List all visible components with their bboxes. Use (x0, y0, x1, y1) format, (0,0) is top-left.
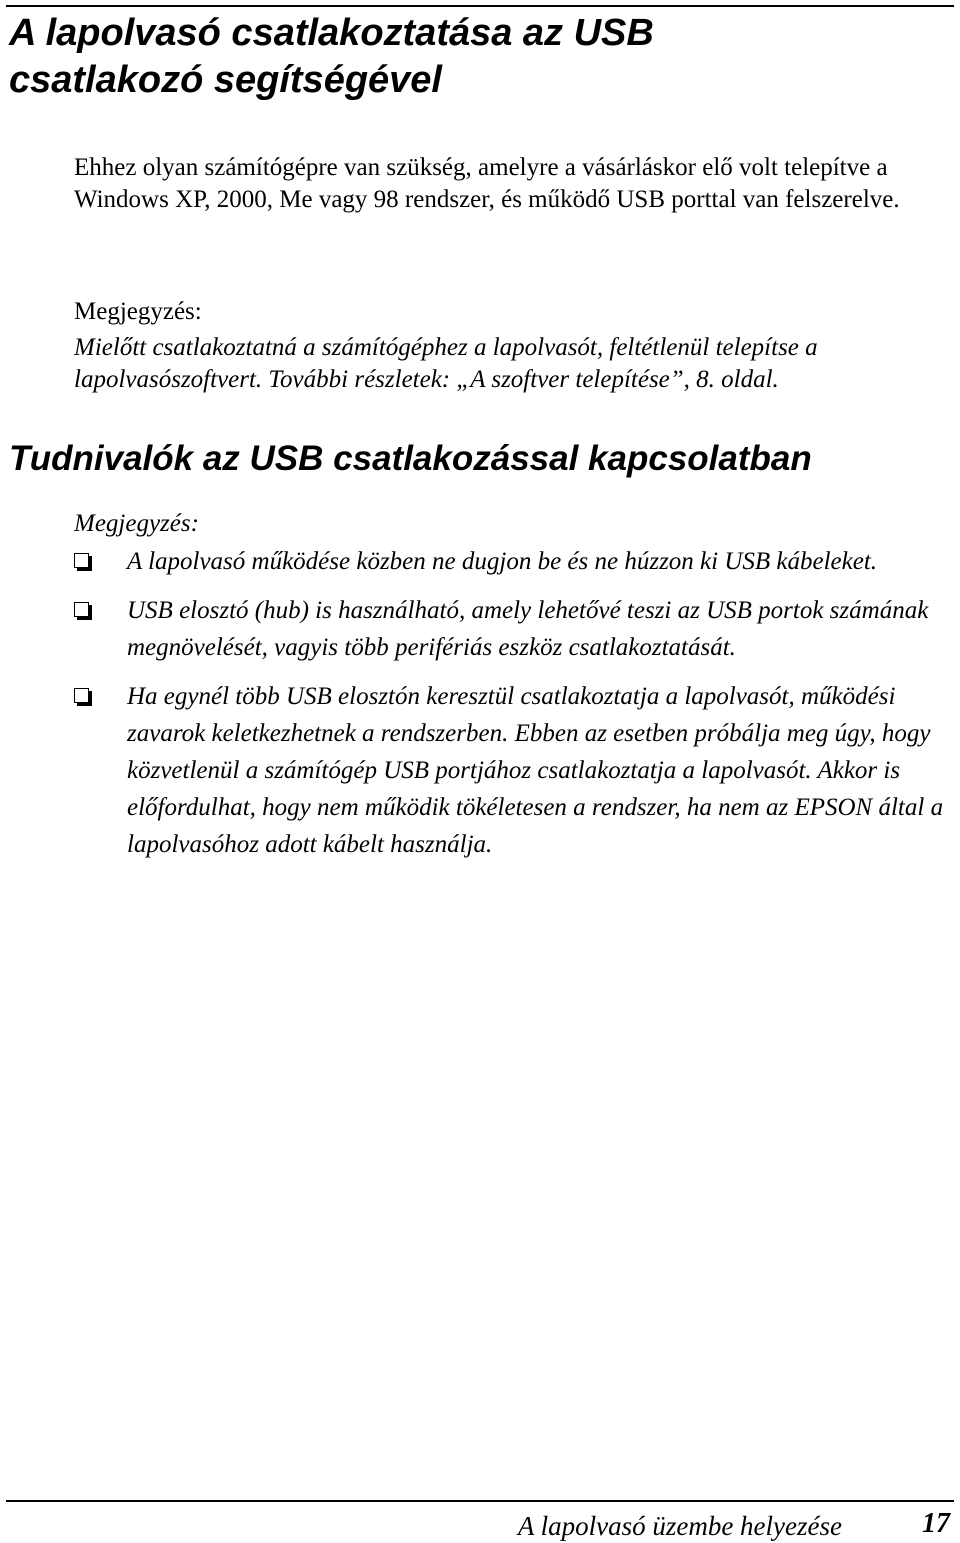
list-item (74, 592, 954, 666)
heading-line-2: csatlakozó segítségével (9, 59, 442, 101)
list-item (74, 678, 954, 863)
list-item (74, 543, 954, 580)
intro-paragraph: Ehhez olyan számítógépre van szükség, amelyre a vásárláskor elő volt telepítve a Windows XP, 2000, Me vagy 98 rendszer, és működő USB porttal van felszerelve. (74, 154, 900, 213)
note-label: Megjegyzés: (74, 298, 202, 325)
checkbox-bullet-icon (74, 553, 89, 568)
top-rule (6, 5, 954, 7)
checkbox-bullet-icon (74, 688, 89, 703)
list-item-text: Ha egynél több USB elosztón keresztül csatlakoztatja a lapolvasót, működési zavarok keletkezhetnek a rendszerben. Ebben az esetben próbálja meg úgy, hogy közvetlenül a számítógép USB portjához csatlakoztatja a lapolvasót. Akkor is előfordulhat, hogy nem működik tökéletesen a rendszer, ha nem az EPSON által a lapolvasóhoz adott kábelt használja. (127, 683, 944, 858)
list-item-text: A lapolvasó működése közben ne dugjon be és ne húzzon ki USB kábeleket. (127, 548, 878, 575)
note-label-2: Megjegyzés: (74, 510, 199, 537)
page-heading (9, 10, 654, 104)
heading-line-1: A lapolvasó csatlakoztatása az USB (9, 12, 654, 54)
note-text: Mielőtt csatlakoztatná a számítógéphez a lapolvasót, feltétlenül telepítse a lapolvasószoftvert. További részletek: „A szoftver telepítése”, 8. oldal. (74, 334, 818, 393)
usb-notes-list (74, 543, 954, 875)
section-title: Tudnivalók az USB csatlakozással kapcsolatban (9, 439, 812, 478)
footer-title: A lapolvasó üzembe helyezése (517, 1511, 842, 1541)
checkbox-bullet-icon (74, 602, 89, 617)
list-item-text: USB elosztó (hub) is használható, amely lehetővé teszi az USB portok számának megnövelését, vagyis több perifériás eszköz csatlakoztatását. (127, 597, 929, 661)
page-number: 17 (922, 1508, 950, 1539)
footer-rule (6, 1500, 954, 1502)
